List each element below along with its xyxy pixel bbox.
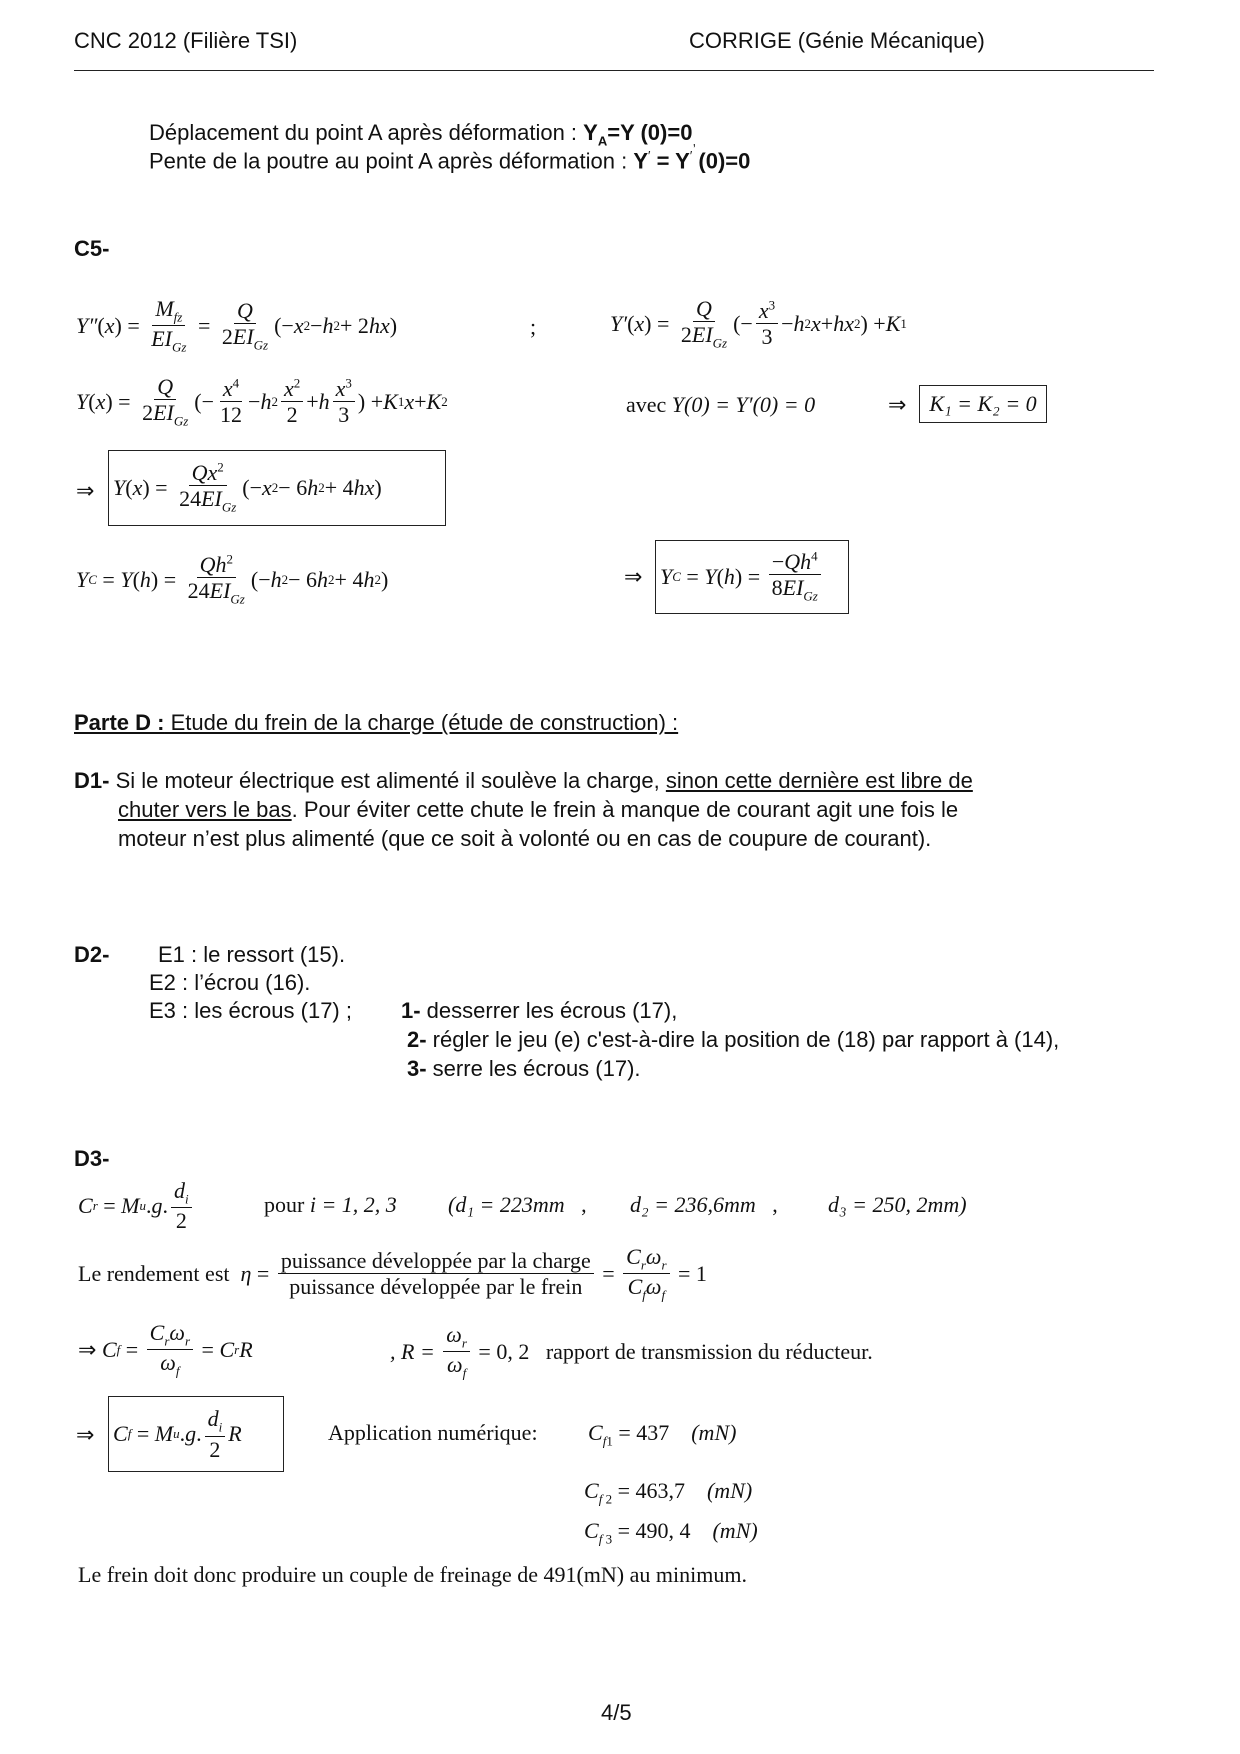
d1-line-1: D1- Si le moteur électrique est alimenté il soulève la charge, sinon cette dernière est libre de	[74, 768, 973, 793]
d3-label: D3-	[74, 1146, 110, 1171]
d2-step-3: 3- serre les écrous (17).	[407, 1056, 641, 1081]
partd-title: Parte D : Etude du frein de la charge (étude de construction) :	[74, 710, 679, 735]
d2-step-1: 1- desserrer les écrous (17),	[401, 998, 678, 1023]
yc-result-box: Y C = Y ( h ) = $\frac{-Qh^4}{8EI_{Gz}}$	[655, 540, 849, 614]
c5-label: C5-	[74, 236, 110, 261]
app-label: Application numérique:	[328, 1420, 538, 1445]
eq-y-second: Y″ ( x ) = $\frac{M_{fz}}{EI_{Gz}}$ = $\frac{Q}{2EI_{Gz}}$ (− x 2 − h 2 + 2 hx )	[76, 296, 398, 355]
eq-y-prime: Y′ ( x ) = $\frac{Q}{2EI_{Gz}}$ (− $\frac{x^3}{3}$ − h 2 x + hx 2 ) + K 1	[610, 296, 907, 351]
d2-e3: E3 : les écrous (17) ;	[149, 998, 352, 1023]
d1-line-3: moteur n’est plus alimenté (que ce soit à volonté ou en cas de coupure de courant).	[118, 826, 932, 851]
cf-result-box: C f = M u . g . $\frac{d_i}{2}$ R	[108, 1396, 284, 1472]
eq-cr: C r = M u . g . $\frac{d_i}{2}$	[78, 1178, 195, 1234]
d3-pour: pour i = 1, 2, 3	[264, 1192, 397, 1217]
d3-d1: (d₁ = 223mm ,	[448, 1192, 587, 1217]
header-rule	[74, 70, 1154, 71]
eq-rendement: Le rendement est η = $\frac{\text{puissance développée par la charge}}{\text{puissance développée par le frein}}$ = $\frac{C_r\omega_r}{C_f\omega_f}$ = 1	[78, 1244, 707, 1303]
d2-label: D2-	[74, 942, 110, 967]
d3-d3: d₃ = 250, 2mm)	[828, 1192, 967, 1217]
y-result-box: Y ( x ) = $\frac{Qx^2}{24EI_{Gz}}$ (− x 2 − 6 h 2 + 4 hx )	[108, 450, 446, 526]
d3-d2: d₂ = 236,6mm ,	[630, 1192, 778, 1217]
implies-arrow-3: ⇒	[624, 564, 643, 589]
eq-y: Y ( x ) = $\frac{Q}{2EI_{Gz}}$ (− $\frac{x^4}{12}$ − h 2 $\frac{x^2}{2}$ + h $\frac{x^3}{3}$ ) + K 1 x + K 2	[76, 374, 448, 429]
page-number: 4/5	[601, 1700, 632, 1725]
eq-cf: ⇒ C f = $\frac{C_r\omega_r}{\omega_f}$ = C r R	[78, 1320, 253, 1379]
intro-line-2: Pente de la poutre au point A après déformation : Y′ = Y′ (0)=0	[149, 148, 751, 174]
cf1-value: $C_{f1} = 437$ (mN)	[588, 1420, 737, 1449]
intro-line-1: Déplacement du point A après déformation : $Y_A=Y$ $(0)=0_,$	[149, 120, 697, 149]
header-right: CORRIGE (Génie Mécanique)	[689, 28, 985, 53]
implies-arrow-4: ⇒	[76, 1422, 95, 1447]
semicolon: ;	[530, 314, 537, 339]
d1-line-2: chuter vers le bas. Pour éviter cette chute le frein à manque de courant agit une fois le	[118, 797, 959, 822]
d2-step-2: 2- régler le jeu (e) c'est-à-dire la position de (18) par rapport à (14),	[407, 1027, 1060, 1052]
eq-r: , R = $\frac{\omega_r}{\omega_f}$ = 0, 2 rapport de transmission du réducteur.	[390, 1322, 873, 1381]
eq-yc: Y C = Y ( h ) = $\frac{Qh^2}{24EI_{Gz}}$ (− h 2 − 6 h 2 + 4 h 2 )	[76, 551, 389, 607]
cf3-value: $C_{f 3} = 490$, 4 (mN)	[584, 1518, 758, 1547]
implies-arrow-1: ⇒	[888, 392, 907, 417]
d2-e2: E2 : l’écrou (16).	[149, 970, 311, 995]
header-left: CNC 2012 (Filière TSI)	[74, 28, 298, 53]
k-result-box: K₁ = K₂ = 0	[919, 385, 1047, 423]
d2-e1: E1 : le ressort (15).	[158, 942, 346, 967]
implies-arrow-2: ⇒	[76, 478, 95, 503]
cf2-value: $C_{f 2} = 463,7$ (mN)	[584, 1478, 753, 1507]
avec-label: avec Y(0) = Y′(0) = 0	[626, 392, 816, 417]
conclusion: Le frein doit donc produire un couple de freinage de 491(mN) au minimum.	[78, 1562, 747, 1587]
